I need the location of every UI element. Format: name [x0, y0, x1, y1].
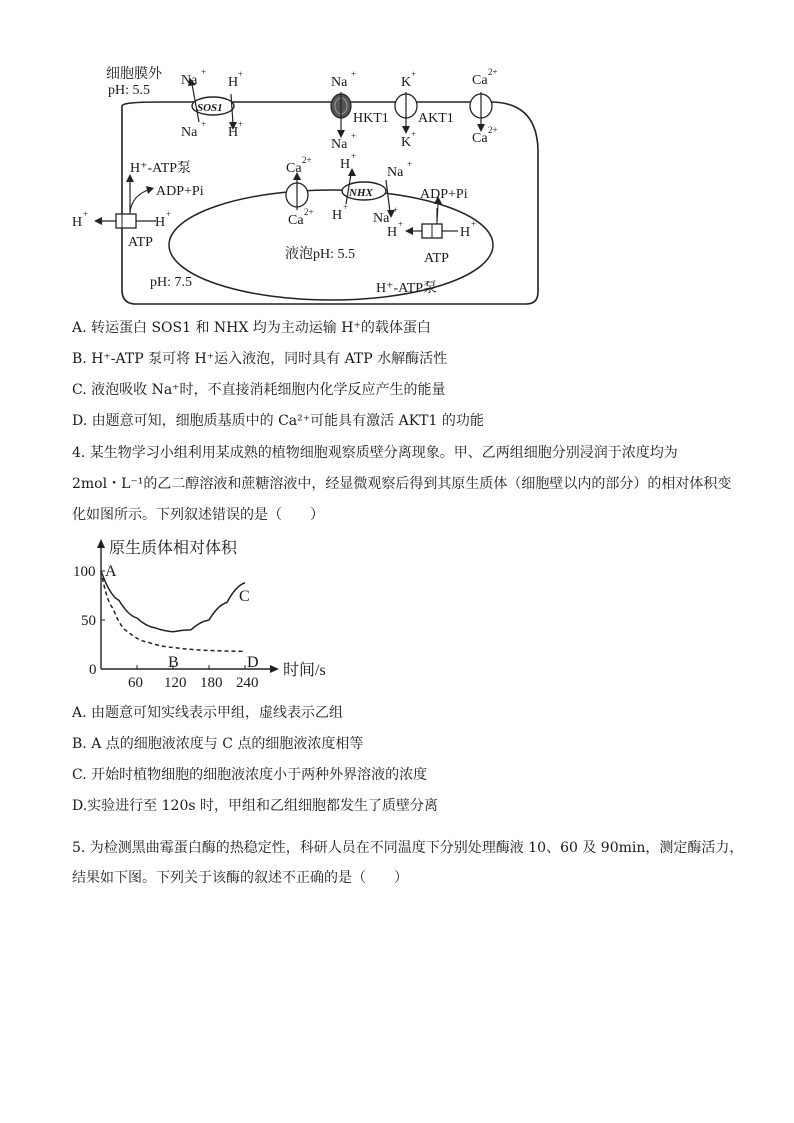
q5-stem-line-2: 结果如下图。下列关于该酶的叙述不正确的是（ ） [72, 870, 408, 886]
svg-text:H⁺-ATP泵: H⁺-ATP泵 [130, 161, 192, 176]
q4-stem-line-1: 4. 某生物学习小组利用某成熟的植物细胞观察质壁分离现象。甲、乙两组细胞分别浸润于浓度均为 [72, 445, 678, 461]
svg-text:+: + [393, 205, 399, 215]
y-axis-label: 原生质体相对体积 [109, 540, 238, 557]
svg-text:Ca: Ca [472, 131, 488, 146]
svg-text:AKT1: AKT1 [418, 111, 454, 126]
q3-option-c: C. 液泡吸收 Na⁺时，不直接消耗细胞内化学反应产生的能量 [72, 382, 446, 398]
svg-text:+: + [351, 151, 357, 161]
svg-text:Na: Na [181, 125, 198, 140]
point-label-a: A [105, 563, 117, 580]
svg-text:NHX: NHX [349, 187, 373, 199]
svg-text:H⁺-ATP泵: H⁺-ATP泵 [376, 281, 438, 296]
q4-option-b: B. A 点的细胞液浓度与 C 点的细胞液浓度相等 [72, 736, 364, 752]
svg-text:H: H [72, 215, 83, 230]
q4-stem-line-2: 2mol・L⁻¹的乙二醇溶液和蔗糖溶液中，经显微观察后得到其原生质体（细胞壁以内的部分）的相对体积变 [72, 476, 732, 492]
svg-text:H: H [155, 215, 166, 230]
svg-text:H: H [228, 125, 239, 140]
q4-option-c: C. 开始时植物细胞的细胞液浓度小于两种外界溶液的浓度 [72, 767, 428, 783]
vacuole-ph: 液泡pH: 5.5 [285, 247, 355, 262]
y-tick-label: 100 [73, 564, 96, 580]
svg-text:+: + [407, 159, 413, 169]
svg-text:HKT1: HKT1 [353, 111, 389, 126]
plasma-membrane-proton-pump [116, 214, 136, 228]
svg-text:+: + [351, 131, 357, 141]
x-tick-label: 180 [200, 675, 223, 691]
x-axis-arrow [270, 665, 279, 673]
protoplast-volume-chart [68, 535, 388, 695]
svg-text:+: + [411, 69, 417, 79]
svg-text:+: + [411, 129, 417, 139]
svg-text:2+: 2+ [488, 125, 498, 135]
q3-option-a: A. 转运蛋白 SOS1 和 NHX 均为主动运输 H⁺的载体蛋白 [72, 320, 431, 336]
svg-text:Na: Na [331, 75, 348, 90]
svg-text:+: + [201, 119, 207, 129]
vacuole [169, 190, 493, 300]
svg-text:ADP+Pi: ADP+Pi [420, 187, 468, 202]
q3-option-b: B. H⁺-ATP 泵可将 H⁺运入液泡，同时具有 ATP 水解酶活性 [72, 351, 448, 367]
y-tick-label: 50 [81, 613, 96, 629]
x-tick-label: 240 [236, 675, 259, 691]
point-label-b: B [168, 654, 179, 671]
svg-text:Na: Na [387, 165, 404, 180]
q4-stem-line-3: 化如图所示。下列叙述错误的是（ ） [72, 507, 324, 523]
x-tick-label: 120 [164, 675, 187, 691]
q4-option-a: A. 由题意可知实线表示甲组，虚线表示乙组 [72, 705, 344, 721]
cell-transport-diagram [60, 62, 560, 308]
x-tick-label: 60 [128, 675, 143, 691]
q4-option-d: D.实验进行至 120s 时，甲组和乙组细胞都发生了质壁分离 [72, 798, 438, 814]
svg-text:H: H [340, 157, 351, 172]
x-axis-label: 时间/s [283, 662, 326, 679]
svg-text:2+: 2+ [304, 207, 314, 217]
svg-text:ATP: ATP [128, 235, 153, 250]
svg-text:H: H [460, 225, 471, 240]
svg-text:Na: Na [181, 73, 198, 88]
solid-series-line [101, 571, 245, 632]
point-label-d: D [247, 654, 259, 671]
svg-text:+: + [343, 202, 349, 212]
svg-text:ADP+Pi: ADP+Pi [156, 184, 204, 199]
point-label-c: C [239, 587, 250, 605]
svg-text:+: + [238, 119, 244, 129]
svg-text:K: K [401, 135, 412, 150]
y-axis-arrow [97, 539, 105, 548]
q3-option-d: D. 由题意可知，细胞质基质中的 Ca²⁺可能具有激活 AKT1 的功能 [72, 413, 484, 429]
cytoplasm-ph: pH: 7.5 [150, 275, 192, 290]
svg-text:ATP: ATP [424, 251, 449, 266]
svg-text:Ca: Ca [286, 161, 302, 176]
q5-stem-line-1: 5. 为检测黑曲霉蛋白酶的热稳定性，科研人员在不同温度下分别处理酶液 10、60 及 90min，测定酶活力， [72, 840, 744, 856]
svg-text:H: H [332, 208, 343, 223]
svg-text:+: + [238, 69, 244, 79]
outside-ph: pH: 5.5 [108, 83, 150, 98]
svg-text:2+: 2+ [302, 155, 312, 165]
y-tick-label: 0 [89, 662, 97, 678]
svg-text:+: + [351, 69, 357, 79]
svg-text:K: K [401, 75, 412, 90]
svg-text:+: + [398, 219, 404, 229]
svg-text:H: H [387, 225, 398, 240]
svg-text:+: + [166, 209, 172, 219]
outside-label: 细胞膜外 [106, 67, 162, 82]
svg-text:SOS1: SOS1 [197, 102, 223, 114]
svg-text:Ca: Ca [288, 213, 304, 228]
svg-text:+: + [201, 67, 207, 77]
svg-text:Ca: Ca [472, 73, 488, 88]
svg-text:Na: Na [331, 137, 348, 152]
svg-text:H: H [228, 75, 239, 90]
dashed-series-line [101, 571, 245, 651]
svg-text:+: + [83, 209, 89, 219]
svg-text:2+: 2+ [488, 67, 498, 77]
svg-text:Na: Na [373, 211, 390, 226]
svg-text:+: + [471, 219, 477, 229]
